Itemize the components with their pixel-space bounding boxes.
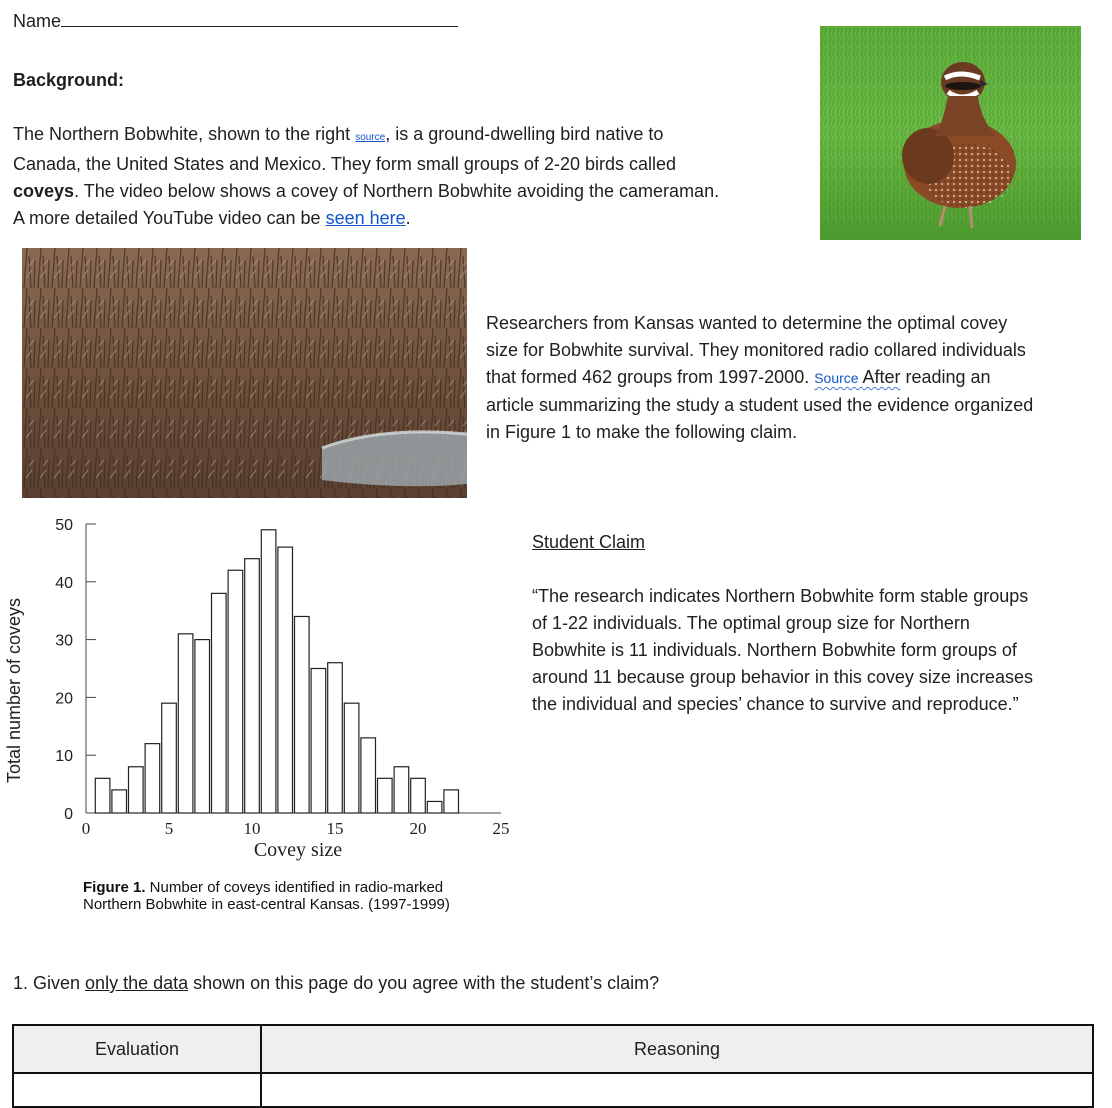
histogram-bar: [162, 703, 177, 813]
reasoning-header: Reasoning: [261, 1025, 1093, 1073]
histogram-bar: [444, 790, 459, 813]
y-tick-label: 30: [55, 632, 73, 650]
covey-video[interactable]: [22, 248, 467, 498]
bg-line-1: [13, 121, 813, 151]
name-label: Name: [13, 11, 62, 31]
histogram-bar: [228, 570, 243, 813]
histogram-bar: [195, 640, 210, 813]
y-axis-label: Total number of coveys: [4, 597, 24, 784]
research-text: that formed 462 groups from 1997-2000.: [486, 367, 815, 387]
background-heading: Background:: [13, 70, 125, 90]
bg-text: , is a ground-dwelling bird native to: [385, 124, 664, 144]
chart-canvas: [0, 505, 520, 870]
evaluation-header: Evaluation: [13, 1025, 261, 1073]
claim-line-4: around 11 because group behavior in this covey size increases: [532, 667, 1033, 687]
research-line-2: size for Bobwhite survival. They monitored radio collared individuals: [486, 340, 1026, 360]
y-tick-label: 40: [55, 574, 73, 592]
histogram-bar: [411, 778, 426, 813]
y-tick-label: 0: [64, 806, 73, 823]
background-paragraph: [13, 121, 813, 232]
claim-line-5: the individual and species’ chance to survive and reproduce.”: [532, 694, 1019, 714]
question-text: 1. Given: [13, 973, 86, 993]
caption-line-1: [83, 879, 503, 896]
bg-text: .: [405, 208, 411, 228]
student-claim-heading: Student Claim: [532, 532, 646, 552]
x-tick-label: 0: [81, 819, 91, 838]
x-axis-label: Covey size: [253, 839, 343, 861]
covey-histogram: [0, 505, 520, 870]
x-tick-label: 5: [164, 819, 174, 838]
claim-line-1: “The research indicates Northern Bobwhite form stable groups: [532, 586, 1029, 606]
research-line-1: Researchers from Kansas wanted to determine the optimal covey: [486, 313, 1008, 333]
histogram-bar: [311, 669, 326, 814]
y-tick-label: 10: [55, 748, 73, 766]
table-row: [13, 1073, 1093, 1107]
histogram-bar: [328, 663, 343, 813]
histogram-bar: [95, 778, 110, 813]
research-text-after: After: [862, 367, 901, 387]
caption-line-2: Northern Bobwhite in east-central Kansas. (1997-1999): [83, 896, 450, 913]
histogram-bar: [295, 616, 310, 813]
question-1: [13, 970, 913, 997]
histogram-bar: [129, 767, 144, 813]
question-emphasis: only the data: [85, 973, 189, 993]
histogram-bar: [245, 559, 260, 813]
histogram-bar: [178, 634, 193, 813]
bobwhite-photo: [820, 26, 1081, 240]
evaluation-table: [12, 1024, 1094, 1108]
histogram-bar: [378, 778, 393, 813]
bg-text: The Northern Bobwhite, shown to the right: [13, 124, 356, 144]
research-paragraph: [486, 310, 1106, 446]
histogram-bar: [112, 790, 127, 813]
student-claim-text: [532, 583, 1107, 718]
bg-text: A more detailed YouTube video can be: [13, 208, 326, 228]
bg-line-3: [13, 178, 813, 205]
research-line-4: article summarizing the study a student used the evidence organized: [486, 395, 1034, 415]
histogram-bar: [427, 801, 442, 813]
histogram-bar: [212, 593, 227, 813]
histogram-bar: [361, 738, 376, 813]
histogram-bar: [344, 703, 359, 813]
reasoning-cell[interactable]: [261, 1073, 1093, 1107]
table-header-row: [13, 1025, 1093, 1073]
study-source-link[interactable]: Source: [814, 370, 863, 386]
research-line-3: [486, 364, 1106, 392]
figure-label: Figure 1.: [83, 879, 146, 896]
research-text: reading an: [900, 367, 991, 387]
claim-line-2: of 1-22 individuals. The optimal group size for Northern: [532, 613, 970, 633]
research-line-5: in Figure 1 to make the following claim.: [486, 422, 798, 442]
y-tick-label: 20: [55, 690, 73, 708]
name-line[interactable]: [61, 8, 458, 27]
evaluation-cell[interactable]: [13, 1073, 261, 1107]
youtube-link[interactable]: seen here: [325, 208, 406, 228]
bg-line-2: Canada, the United States and Mexico. They form small groups of 2-20 birds called: [13, 154, 677, 174]
x-tick-label: 10: [243, 819, 261, 838]
claim-line-3: Bobwhite is 11 individuals. Northern Bobwhite form groups of: [532, 640, 1017, 660]
histogram-bar: [278, 547, 293, 813]
name-field[interactable]: [13, 8, 473, 35]
bird-source-link[interactable]: source: [355, 132, 386, 143]
question-text: shown on this page do you agree with the student’s claim?: [188, 973, 660, 993]
bg-line-4: [13, 205, 813, 232]
coveys-term: coveys: [13, 181, 75, 201]
caption-text: Number of coveys identified in radio-marked: [145, 879, 444, 896]
histogram-bar: [261, 530, 276, 813]
histogram-bar: [145, 744, 160, 813]
histogram-bar: [394, 767, 409, 813]
bg-text: . The video below shows a covey of Northern Bobwhite avoiding the cameraman.: [74, 181, 720, 201]
x-tick-label: 20: [409, 819, 427, 838]
x-tick-label: 15: [326, 819, 344, 838]
y-tick-label: 50: [55, 517, 73, 534]
x-tick-label: 25: [492, 819, 510, 838]
figure-caption: [83, 879, 503, 913]
